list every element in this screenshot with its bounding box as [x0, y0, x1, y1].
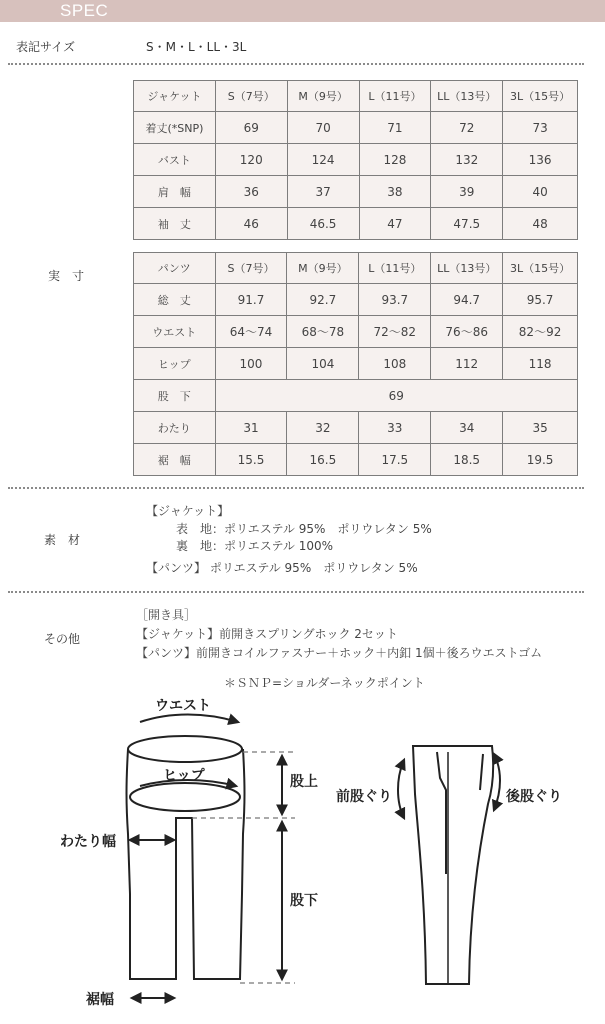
divider: [8, 63, 584, 65]
table-cell: 108: [359, 348, 431, 380]
table-header-cell: S（7号）: [215, 253, 287, 284]
material-jacket-outer: 表 地：ポリエステル 95% ポリウレタン 5%: [176, 522, 432, 536]
table-row-label: 股 下: [134, 380, 216, 412]
table-row-label: 裾 幅: [134, 444, 216, 476]
table-cell: 120: [215, 144, 287, 176]
table-header-cell: LL（13号）: [431, 81, 503, 112]
table-cell: 47: [359, 208, 431, 240]
table-header-row: [134, 81, 578, 112]
table-cell: 128: [359, 144, 431, 176]
thigh-label: わたり幅: [60, 834, 116, 850]
table-row: [134, 176, 578, 208]
table-row-label: わたり: [134, 412, 216, 444]
table-header-row: [134, 253, 578, 284]
table-cell: 104: [287, 348, 359, 380]
table-row: [134, 284, 578, 316]
table-row-label: ウエスト: [134, 316, 216, 348]
pants-side-illustration: [413, 746, 493, 984]
table-cell: 76〜86: [431, 316, 503, 348]
table-cell: 19.5: [503, 444, 578, 476]
table-row: [134, 444, 578, 476]
table-cell: 34: [431, 412, 503, 444]
waist-ellipse: [128, 736, 242, 762]
material-pants: 【パンツ】 ポリエステル 95% ポリウレタン 5%: [146, 561, 418, 575]
table-cell: 92.7: [287, 284, 359, 316]
waist-label: ウエスト: [155, 698, 211, 714]
table-cell: 93.7: [359, 284, 431, 316]
table-cell: 136: [503, 144, 578, 176]
table-header-cell: L（11号）: [359, 81, 431, 112]
table-header-cell: M（9号）: [287, 253, 359, 284]
table-cell: 15.5: [215, 444, 287, 476]
table-row-label: ヒップ: [134, 348, 216, 380]
divider: [8, 487, 584, 489]
material-jacket-heading: 【ジャケット】: [146, 504, 230, 518]
table-cell: 72〜82: [359, 316, 431, 348]
table-cell: 71: [359, 112, 431, 144]
table-header-cell: 3L（15号）: [503, 253, 578, 284]
table-cell: 46.5: [287, 208, 359, 240]
jacket-size-table: [133, 80, 578, 240]
material-jacket-lining: 裏 地：ポリエステル 100%: [176, 539, 334, 553]
table-cell: 40: [503, 176, 578, 208]
front-rise-arrow: [398, 760, 404, 818]
sizes-value: S・M・L・LL・3L: [146, 40, 247, 54]
table-row-label: 総 丈: [134, 284, 216, 316]
table-row: [134, 144, 578, 176]
table-row: [134, 412, 578, 444]
table-header-cell: ジャケット: [134, 81, 216, 112]
table-cell: 38: [359, 176, 431, 208]
other-heading: ［開き具］: [136, 608, 197, 622]
table-cell: 36: [215, 176, 287, 208]
table-cell: 39: [431, 176, 503, 208]
table-cell: 37: [287, 176, 359, 208]
table-cell: 69: [215, 380, 577, 412]
other-label: その他: [44, 632, 81, 646]
hip-label: ヒップ: [163, 768, 205, 784]
table-cell: 118: [503, 348, 578, 380]
table-cell: 82〜92: [503, 316, 578, 348]
snp-note: ＊ＳＮＰ=ショルダーネックポイント: [224, 676, 425, 690]
spec-title: SPEC: [60, 1, 109, 20]
table-cell: 18.5: [431, 444, 503, 476]
table-cell: 132: [431, 144, 503, 176]
table-cell: 16.5: [287, 444, 359, 476]
table-cell: 94.7: [431, 284, 503, 316]
hem-label: 裾幅: [86, 992, 114, 1008]
table-row-label: 着丈(*SNP): [134, 112, 216, 144]
rise-label: 股上: [290, 774, 318, 790]
table-row: [134, 208, 578, 240]
table-row: [134, 316, 578, 348]
table-cell: 124: [287, 144, 359, 176]
table-header-cell: LL（13号）: [431, 253, 503, 284]
table-header-cell: 3L（15号）: [503, 81, 578, 112]
table-row: [134, 112, 578, 144]
table-cell: 31: [215, 412, 287, 444]
table-cell: 91.7: [215, 284, 287, 316]
table-row: [134, 348, 578, 380]
table-row-label: バスト: [134, 144, 216, 176]
table-header-cell: S（7号）: [215, 81, 287, 112]
divider: [8, 591, 584, 593]
table-cell: 64〜74: [215, 316, 287, 348]
actual-label: 実 寸: [48, 269, 85, 283]
table-header-cell: L（11号）: [359, 253, 431, 284]
pants-diagram: [0, 694, 605, 1024]
table-cell: 47.5: [431, 208, 503, 240]
back-rise-arrow: [494, 754, 500, 810]
pants-size-table: [133, 252, 578, 476]
table-cell: 100: [215, 348, 287, 380]
table-cell: 70: [287, 112, 359, 144]
table-cell: 32: [287, 412, 359, 444]
table-row: [134, 380, 578, 412]
front-rise-label: 前股ぐり: [336, 789, 392, 805]
hip-ellipse: [130, 783, 240, 811]
table-row-label: 袖 丈: [134, 208, 216, 240]
table-cell: 68〜78: [287, 316, 359, 348]
other-pants: 【パンツ】前開きコイルファスナー＋ホック＋内釦 1個＋後ろウエストゴム: [136, 646, 543, 660]
table-cell: 95.7: [503, 284, 578, 316]
table-cell: 112: [431, 348, 503, 380]
table-cell: 33: [359, 412, 431, 444]
table-header-cell: M（9号）: [287, 81, 359, 112]
material-label: 素 材: [44, 533, 81, 547]
table-cell: 48: [503, 208, 578, 240]
spec-header: [0, 0, 605, 22]
waist-arrow: [140, 715, 238, 723]
table-cell: 35: [503, 412, 578, 444]
table-cell: 73: [503, 112, 578, 144]
other-jacket: 【ジャケット】前開きスプリングホック 2セット: [136, 627, 398, 641]
table-header-cell: パンツ: [134, 253, 216, 284]
table-cell: 72: [431, 112, 503, 144]
table-row-label: 肩 幅: [134, 176, 216, 208]
table-cell: 69: [215, 112, 287, 144]
table-cell: 17.5: [359, 444, 431, 476]
sizes-label: 表記サイズ: [16, 40, 76, 54]
table-cell: 46: [215, 208, 287, 240]
back-rise-label: 後股ぐり: [506, 789, 562, 805]
inseam-label: 股下: [290, 893, 318, 909]
